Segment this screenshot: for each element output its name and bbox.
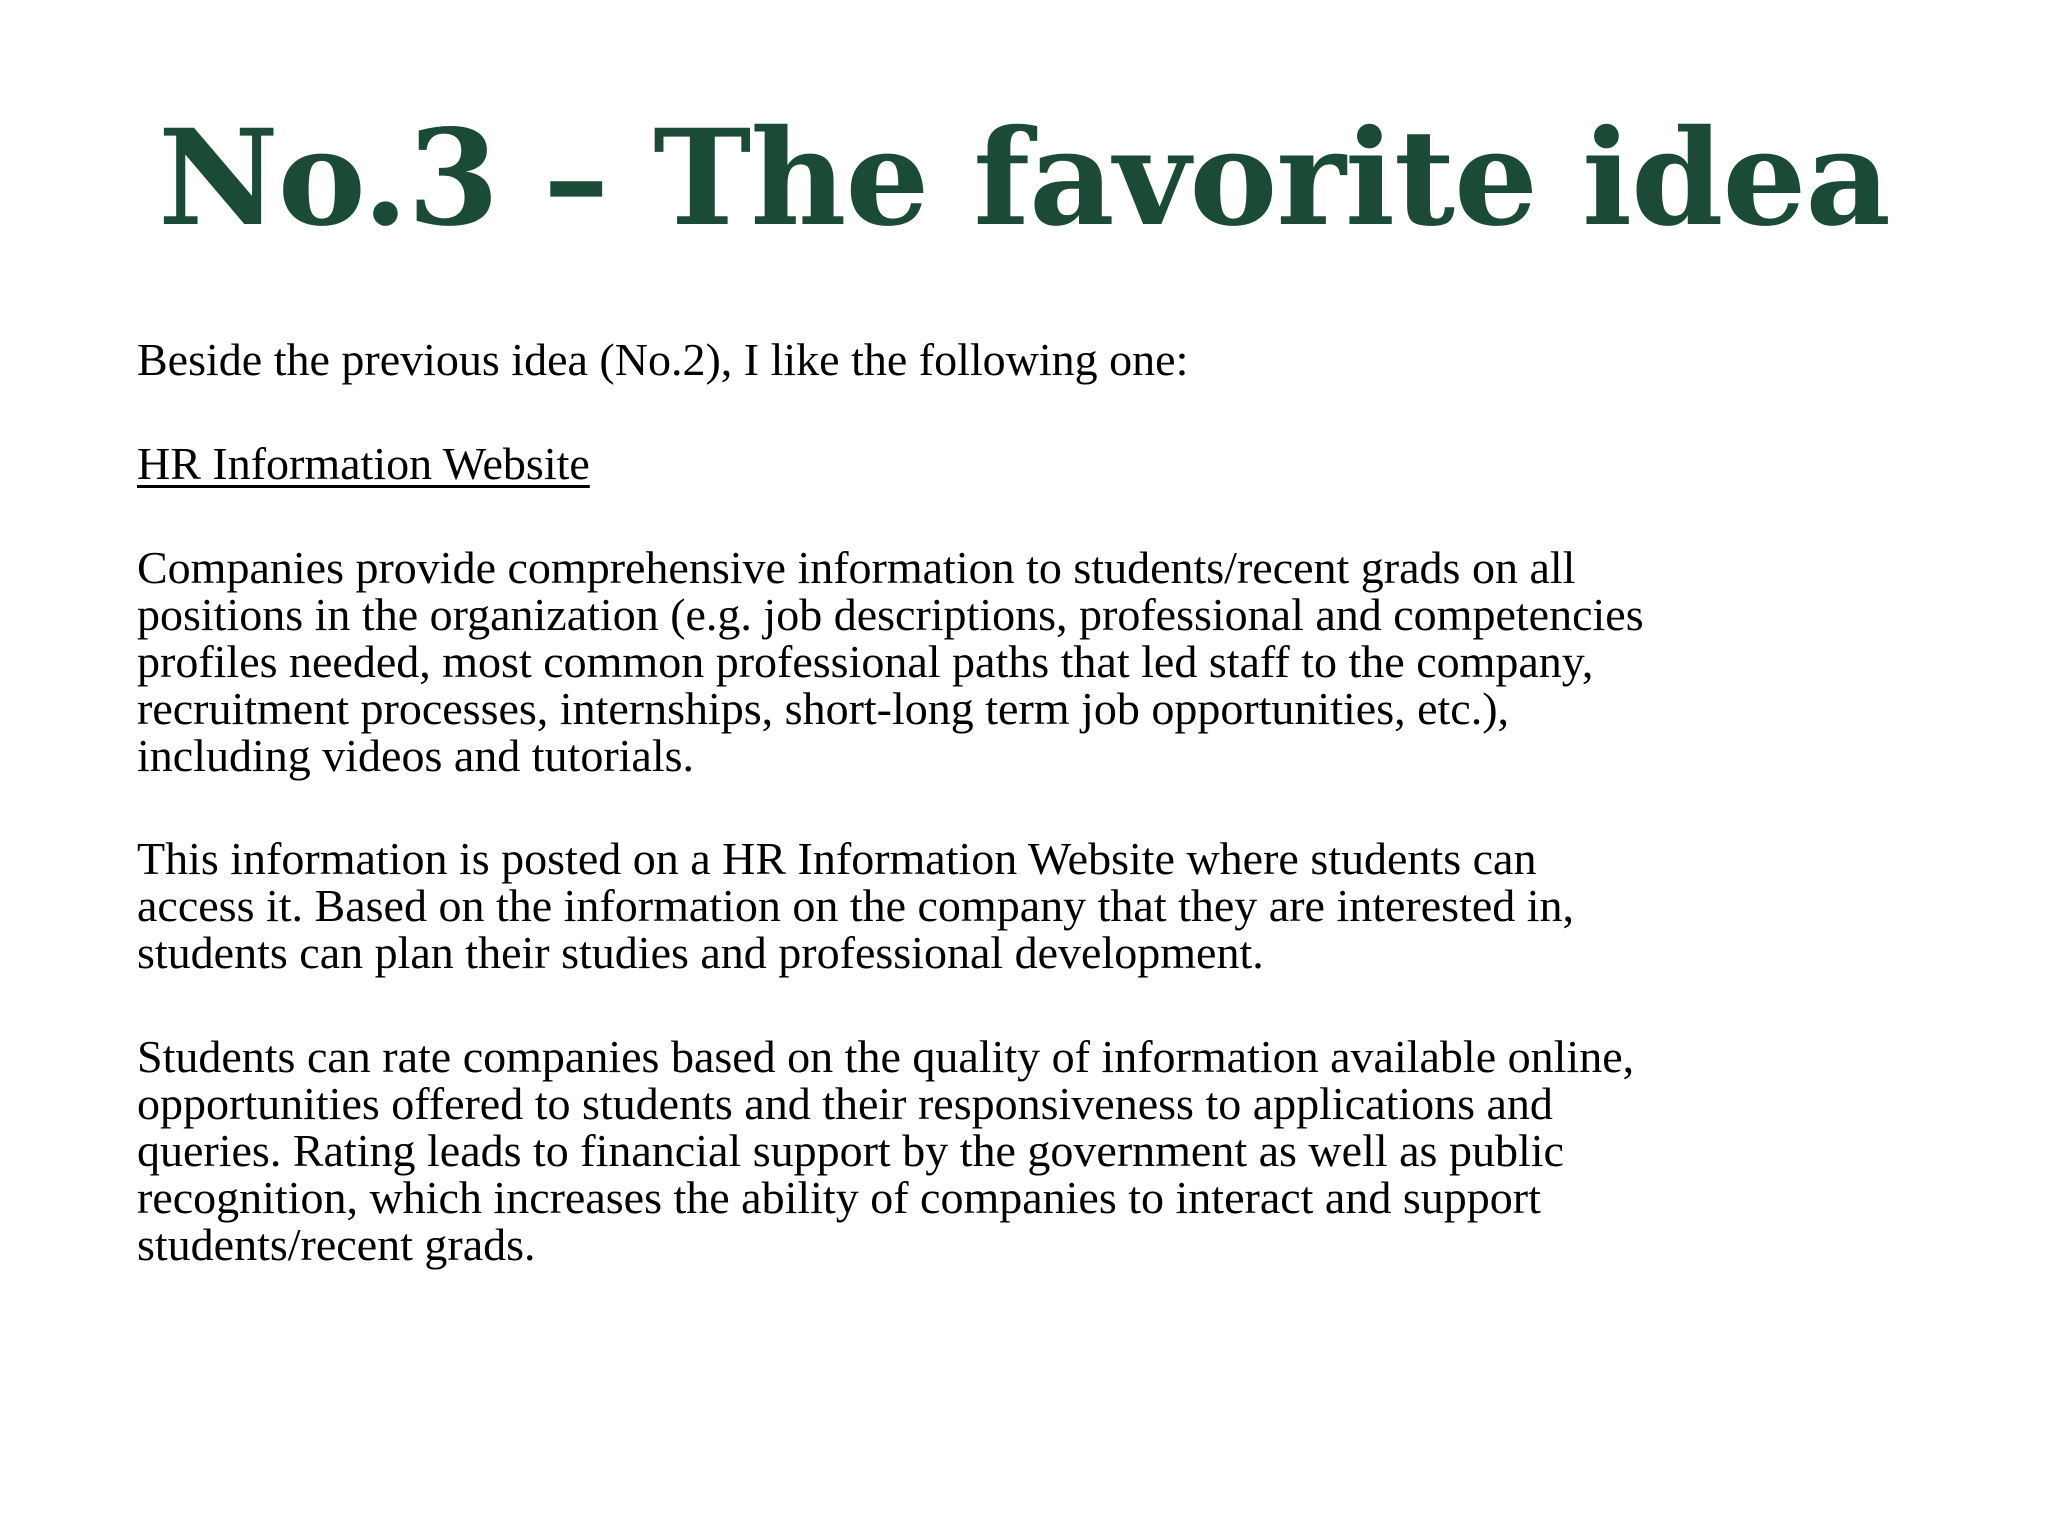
slide-title: No.3 – The favorite idea	[158, 101, 1890, 256]
paragraph-companies	[137, 544, 1644, 779]
paragraph-line: positions in the organization (e.g. job descriptions, professional and competencies	[137, 589, 1644, 640]
paragraph-website	[137, 835, 1574, 976]
paragraph-line: queries. Rating leads to financial support by the government as well as public	[137, 1125, 1564, 1176]
intro-text: Beside the previous idea (No.2), I like the following one:	[137, 334, 1189, 385]
paragraph-line: Companies provide comprehensive information to students/recent grads on all	[137, 542, 1576, 593]
idea-heading: HR Information Website	[137, 438, 590, 489]
paragraph-line: profiles needed, most common professional paths that led staff to the company,	[137, 636, 1594, 687]
paragraph-line: recruitment processes, internships, short-long term job opportunities, etc.),	[137, 683, 1510, 734]
paragraph-line: Students can rate companies based on the quality of information available online,	[137, 1031, 1635, 1082]
paragraph-line: recognition, which increases the ability of companies to interact and support	[137, 1172, 1541, 1223]
paragraph-line: students/recent grads.	[137, 1219, 536, 1270]
paragraph-line: access it. Based on the information on the company that they are interested in,	[137, 880, 1575, 931]
paragraph-line: This information is posted on a HR Information Website where students can	[137, 833, 1537, 884]
paragraph-rating	[137, 1033, 1634, 1268]
paragraph-line: students can plan their studies and professional development.	[137, 927, 1264, 978]
paragraph-line: opportunities offered to students and their responsiveness to applications and	[137, 1078, 1553, 1129]
paragraph-line: including videos and tutorials.	[137, 730, 695, 781]
